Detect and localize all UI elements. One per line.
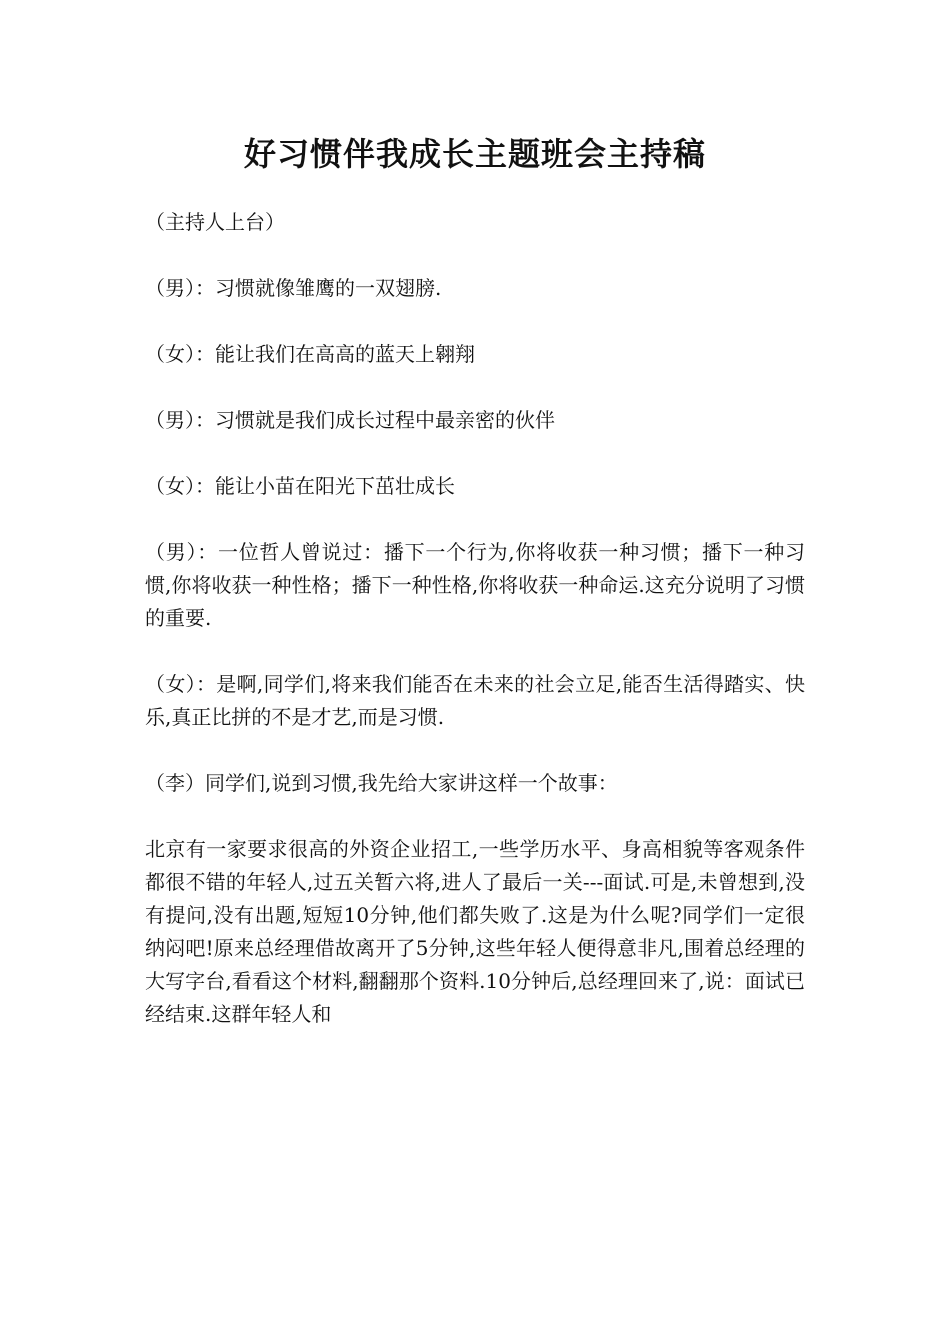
document-body [145, 206, 805, 1031]
paragraph-male-3: （男）：一位哲人曾说过：播下一个行为,你将收获一种习惯；播下一种习惯,你将收获一种性格；播下一种性格,你将收获一种命运.这充分说明了习惯的重要. [145, 540, 805, 630]
paragraph-female-3: （女）：是啊,同学们,将来我们能否在未来的社会立足,能否生活得踏实、快乐,真正比拼的不是才艺,而是习惯. [145, 672, 805, 729]
paragraph-male-1: （男）：习惯就像雏鹰的一双翅膀. [145, 276, 442, 300]
paragraph-li-1: （李）同学们,说到习惯,我先给大家讲这样一个故事： [145, 771, 618, 795]
paragraph-female-1: （女）：能让我们在高高的蓝天上翱翔 [145, 342, 475, 366]
paragraph-host-enter: （主持人上台） [145, 210, 285, 234]
paragraph-story: 北京有一家要求很高的外资企业招工,一些学历水平、身高相貌等客观条件都很不错的年轻人,过五关暂六将,进人了最后一关---面试.可是,未曾想到,没有提问,没有出题,短短10分钟,他们都失败了.这是为什么呢?同学们一定很纳闷吧!原来总经理借故离开了5分钟,这些年轻人便得意非凡,围着总经理的大写字台,看看这个材料,翻翻那个资料.10分钟后,总经理回来了,说：面试已经结束.这群年轻人和 [145, 837, 805, 1026]
paragraph-female-2: （女）：能让小苗在阳光下茁壮成长 [145, 474, 455, 498]
paragraph-male-2: （男）：习惯就是我们成长过程中最亲密的伙伴 [145, 408, 555, 432]
document-title: 好习惯伴我成长主题班会主持稿 [243, 135, 706, 173]
